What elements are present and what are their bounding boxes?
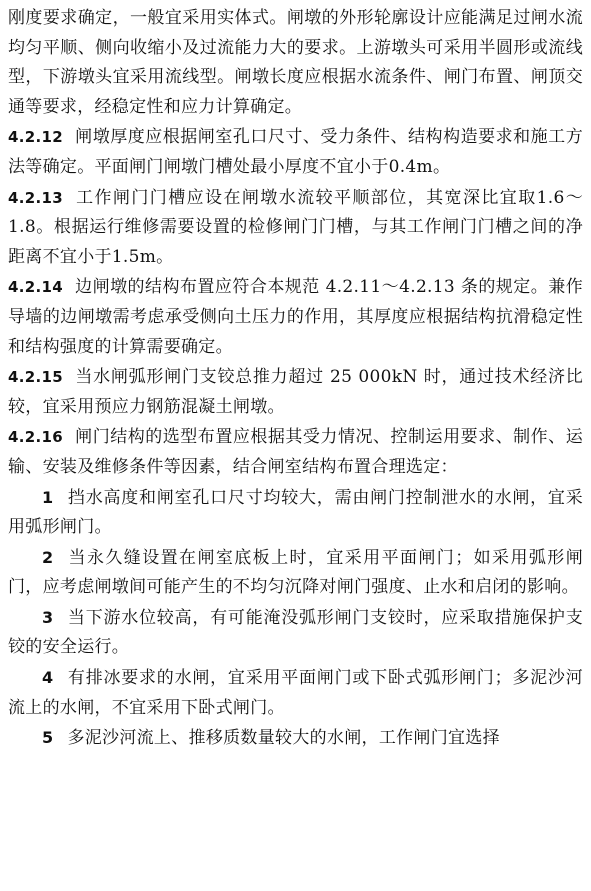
clause-number: 4.2.15 bbox=[8, 368, 63, 387]
clause-number: 4.2.14 bbox=[8, 278, 63, 297]
item-text: 有排冰要求的水闸，宜采用平面闸门或下卧式弧形闸门；多泥沙河流上的水闸，不宜采用下卧式闸门。 bbox=[8, 668, 583, 718]
clause-number: 4.2.16 bbox=[8, 428, 63, 447]
clause-number: 4.2.12 bbox=[8, 128, 63, 147]
item-number: 2 bbox=[42, 547, 54, 567]
clause-4-2-15 bbox=[8, 363, 583, 422]
item-number: 1 bbox=[42, 487, 54, 507]
clause-text: 边闸墩的结构布置应符合本规范 4.2.11～4.2.13 条的规定。兼作导墙的边闸墩需考虑承受侧向土压力的作用，其厚度应根据结构抗滑稳定性和结构强度的计算需要确定。 bbox=[8, 277, 583, 357]
clause-4-2-13 bbox=[8, 184, 583, 273]
item-text: 当下游水位较高，有可能淹没弧形闸门支铰时，应采取措施保护支铰的安全运行。 bbox=[8, 607, 583, 658]
clause-text: 闸门结构的选型布置应根据其受力情况、控制运用要求、制作、运输、安装及维修条件等因素，结合闸室结构布置合理选定： bbox=[8, 427, 583, 477]
item-number: 5 bbox=[42, 728, 54, 748]
list-item bbox=[8, 663, 583, 723]
item-text: 多泥沙河流上、推移质数量较大的水闸，工作闸门宜选择 bbox=[67, 728, 500, 749]
clause-number: 4.2.13 bbox=[8, 188, 63, 207]
item-number: 3 bbox=[42, 607, 54, 627]
clause-text: 闸墩厚度应根据闸室孔口尺寸、受力条件、结构构造要求和施工方法等确定。平面闸门闸墩门槽处最小厚度不宜小于0.4m。 bbox=[8, 127, 583, 177]
clause-4-2-14 bbox=[8, 273, 583, 362]
item-number: 4 bbox=[42, 668, 54, 688]
list-item bbox=[8, 603, 583, 663]
item-text: 挡水高度和闸室孔口尺寸均较大，需由闸门控制泄水的水闸，宜采用弧形闸门。 bbox=[8, 487, 583, 538]
clause-4-2-12 bbox=[8, 123, 583, 182]
list-item bbox=[8, 483, 583, 543]
list-item bbox=[8, 543, 583, 603]
clause-4-2-16 bbox=[8, 423, 583, 482]
clause-text: 工作闸门门槽应设在闸墩水流较平顺部位，其宽深比宜取1.6～1.8。根据运行维修需要设置的检修闸门门槽，与其工作闸门门槽之间的净距离不宜小于1.5m。 bbox=[8, 187, 583, 267]
clause-text: 当水闸弧形闸门支铰总推力超过 25 000kN 时，通过技术经济比较，宜采用预应力钢筋混凝土闸墩。 bbox=[8, 367, 583, 417]
list-item bbox=[8, 723, 583, 754]
item-text: 当永久缝设置在闸室底板上时，宜采用平面闸门；如采用弧形闸门，应考虑闸墩间可能产生的不均匀沉降对闸门强度、止水和启闭的影响。 bbox=[8, 547, 583, 598]
intro-paragraph: 刚度要求确定，一般宜采用实体式。闸墩的外形轮廓设计应能满足过闸水流均匀平顺、侧向收缩小及过流能力大的要求。上游墩头可采用半圆形或流线型，下游墩头宜采用流线型。闸墩长度应根据水流条件、闸门布置、闸顶交通等要求，经稳定性和应力计算确定。 bbox=[8, 8, 583, 117]
